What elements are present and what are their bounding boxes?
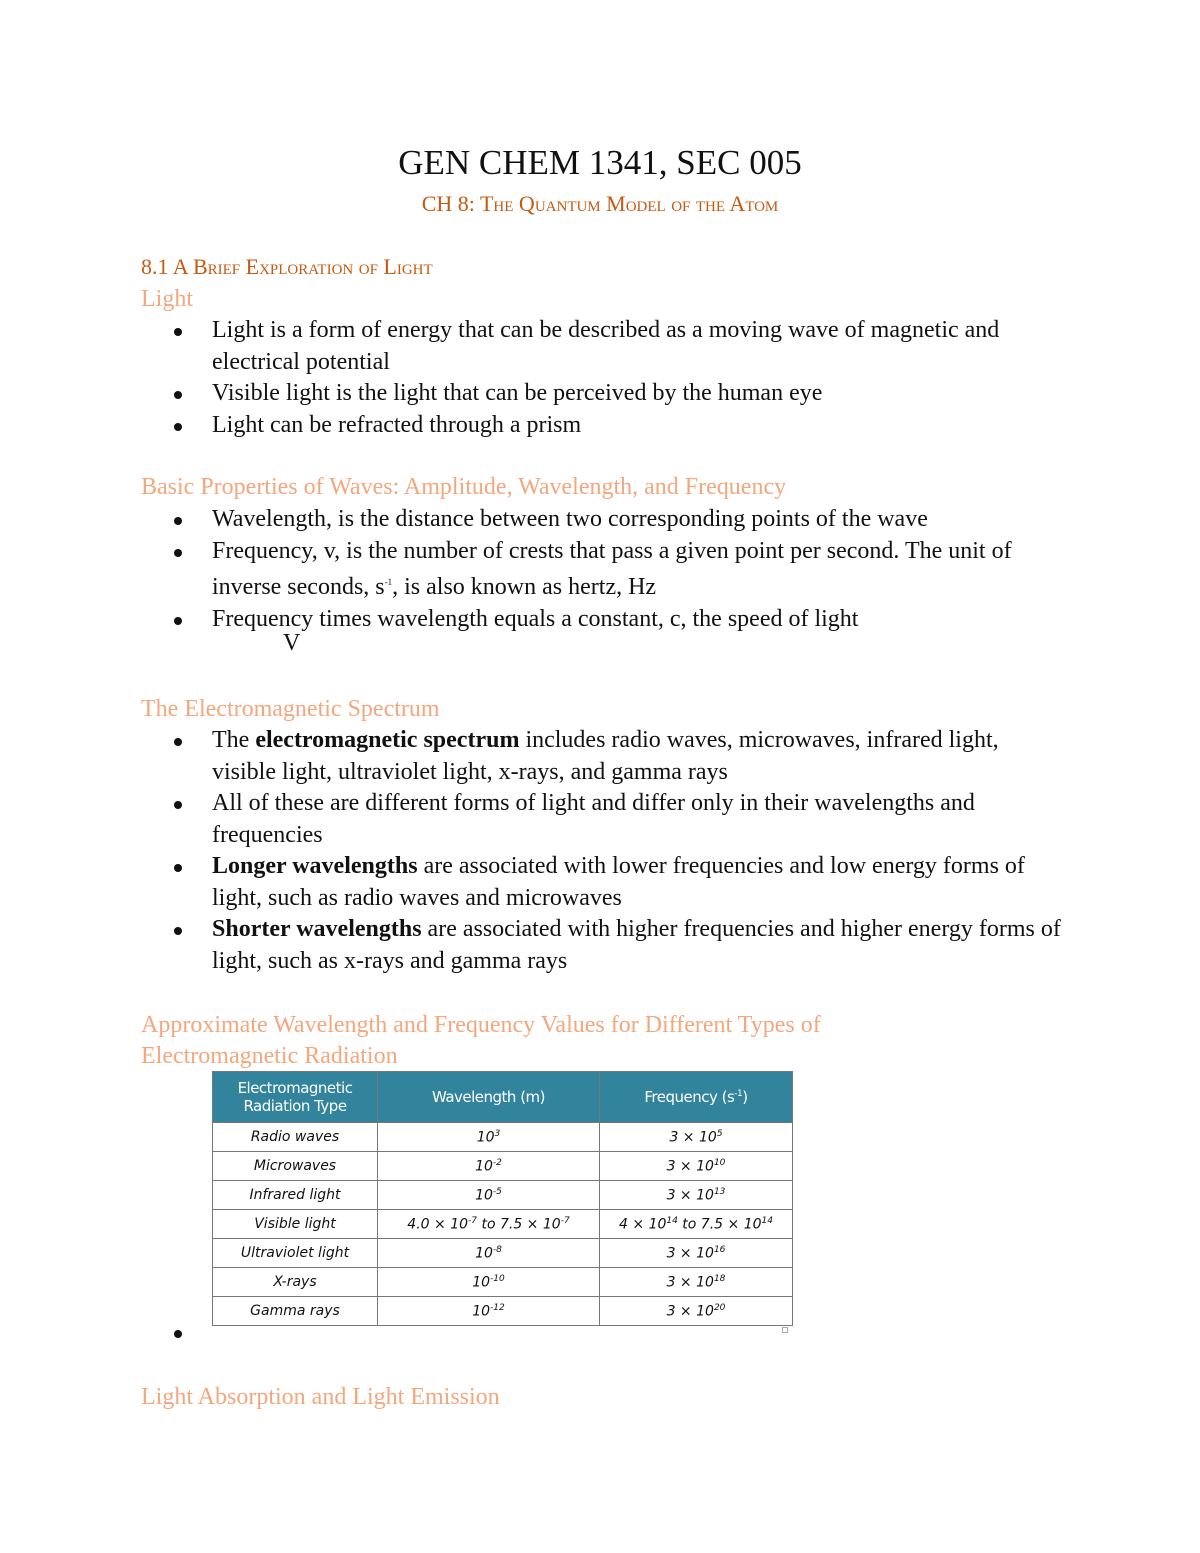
table-row <box>213 1210 793 1239</box>
spectrum-heading: The Electromagnetic Spectrum <box>141 696 440 722</box>
list-item: Frequency, v, is the number of crests that pass a given point per second. The unit of inverse seconds, $s^{-1}$, is also known as hertz, Hz <box>141 536 1061 604</box>
list-item: The electromagnetic spectrum includes radio waves, microwaves, infrared light, visible light, ultraviolet light, x-rays, and gamma rays <box>141 725 1061 788</box>
chapter-subtitle: CH 8: The Quantum Model of the Atom <box>421 191 779 216</box>
list-item: Frequency times wavelength equals a constant, c, the speed of light <box>141 604 1061 636</box>
list-item: Visible light is the light that can be perceived by the human eye <box>141 378 1061 410</box>
bullet-icon <box>174 617 182 625</box>
cell-type: X-rays <box>213 1268 378 1297</box>
cell-type: Gamma rays <box>213 1297 378 1326</box>
cell-wavelength: $10^{-12}$ <box>378 1297 600 1326</box>
cell-type: Ultraviolet light <box>213 1239 378 1268</box>
bullet-icon <box>174 517 182 525</box>
cell-wavelength: $10^{-2}$ <box>378 1152 600 1181</box>
table-header-row <box>213 1072 793 1123</box>
bullet-icon <box>174 864 182 872</box>
bullet-icon <box>174 801 182 809</box>
cell-wavelength: $10^{-8}$ <box>378 1239 600 1268</box>
cell-type: Visible light <box>213 1210 378 1239</box>
cell-wavelength: $4.0 \times 10^{-7}$ to $7.5 \times 10^{-7}$ <box>378 1210 600 1239</box>
bullet-icon <box>174 738 182 746</box>
section-heading: 8.1 A Brief Exploration of Light <box>141 254 433 279</box>
list-item: All of these are different forms of light and differ only in their wavelengths and frequencies <box>141 788 1061 851</box>
waves-bullet-list <box>141 504 1061 635</box>
bullet-icon <box>174 391 182 399</box>
absorption-heading: Light Absorption and Light Emission <box>141 1384 500 1410</box>
cell-frequency: $3 \times 10^{13}$ <box>600 1181 793 1210</box>
header-wavelength: Wavelength (m) <box>378 1072 600 1123</box>
header-frequency: Frequency $(s^{-1})$ <box>600 1072 793 1123</box>
cell-frequency: $3 \times 10^{20}$ <box>600 1297 793 1326</box>
list-item: Light is a form of energy that can be described as a moving wave of magnetic and electrical potential <box>141 315 1061 378</box>
em-radiation-table <box>212 1071 793 1326</box>
spectrum-bullet-list <box>141 725 1061 977</box>
list-item: Wavelength, is the distance between two corresponding points of the wave <box>141 504 1061 536</box>
list-item: Light can be refracted through a prism <box>141 410 1061 442</box>
cell-wavelength: $10^{-5}$ <box>378 1181 600 1210</box>
table-row <box>213 1152 793 1181</box>
list-item: Shorter wavelengths are associated with higher frequencies and higher energy forms of light, such as x-rays and gamma rays <box>141 914 1061 977</box>
cell-frequency: $4 \times 10^{14}$ to $7.5 \times 10^{14}$ <box>600 1210 793 1239</box>
cell-frequency: $3 \times 10^5$ <box>600 1123 793 1152</box>
bullet-icon <box>174 927 182 935</box>
list-item: Longer wavelengths are associated with lower frequencies and low energy forms of light, such as radio waves and microwaves <box>141 851 1061 914</box>
cell-wavelength: $10^3$ <box>378 1123 600 1152</box>
bullet-icon <box>174 328 182 336</box>
frequency-symbol: V <box>283 630 301 656</box>
table-row <box>213 1181 793 1210</box>
waves-heading: Basic Properties of Waves: Amplitude, Wavelength, and Frequency <box>141 474 787 500</box>
cell-frequency: $3 \times 10^{10}$ <box>600 1152 793 1181</box>
document-title: GEN CHEM 1341, SEC 005 <box>398 143 802 182</box>
table-heading: Approximate Wavelength and Frequency Values for Different Types of Electromagnetic Radiation <box>141 1012 821 1069</box>
light-bullet-list <box>141 315 1061 441</box>
header-type: Electromagnetic Radiation Type <box>213 1072 378 1123</box>
cell-wavelength: $10^{-10}$ <box>378 1268 600 1297</box>
table-row <box>213 1297 793 1326</box>
anchor-marker-icon <box>782 1327 788 1333</box>
bullet-icon <box>174 423 182 431</box>
bullet-icon <box>174 549 182 557</box>
light-heading: Light <box>141 286 193 312</box>
bullet-icon <box>174 1330 182 1338</box>
table-row <box>213 1268 793 1297</box>
table-row <box>213 1123 793 1152</box>
cell-frequency: $3 \times 10^{16}$ <box>600 1239 793 1268</box>
cell-type: Microwaves <box>213 1152 378 1181</box>
table-row <box>213 1239 793 1268</box>
cell-frequency: $3 \times 10^{18}$ <box>600 1268 793 1297</box>
cell-type: Infrared light <box>213 1181 378 1210</box>
cell-type: Radio waves <box>213 1123 378 1152</box>
